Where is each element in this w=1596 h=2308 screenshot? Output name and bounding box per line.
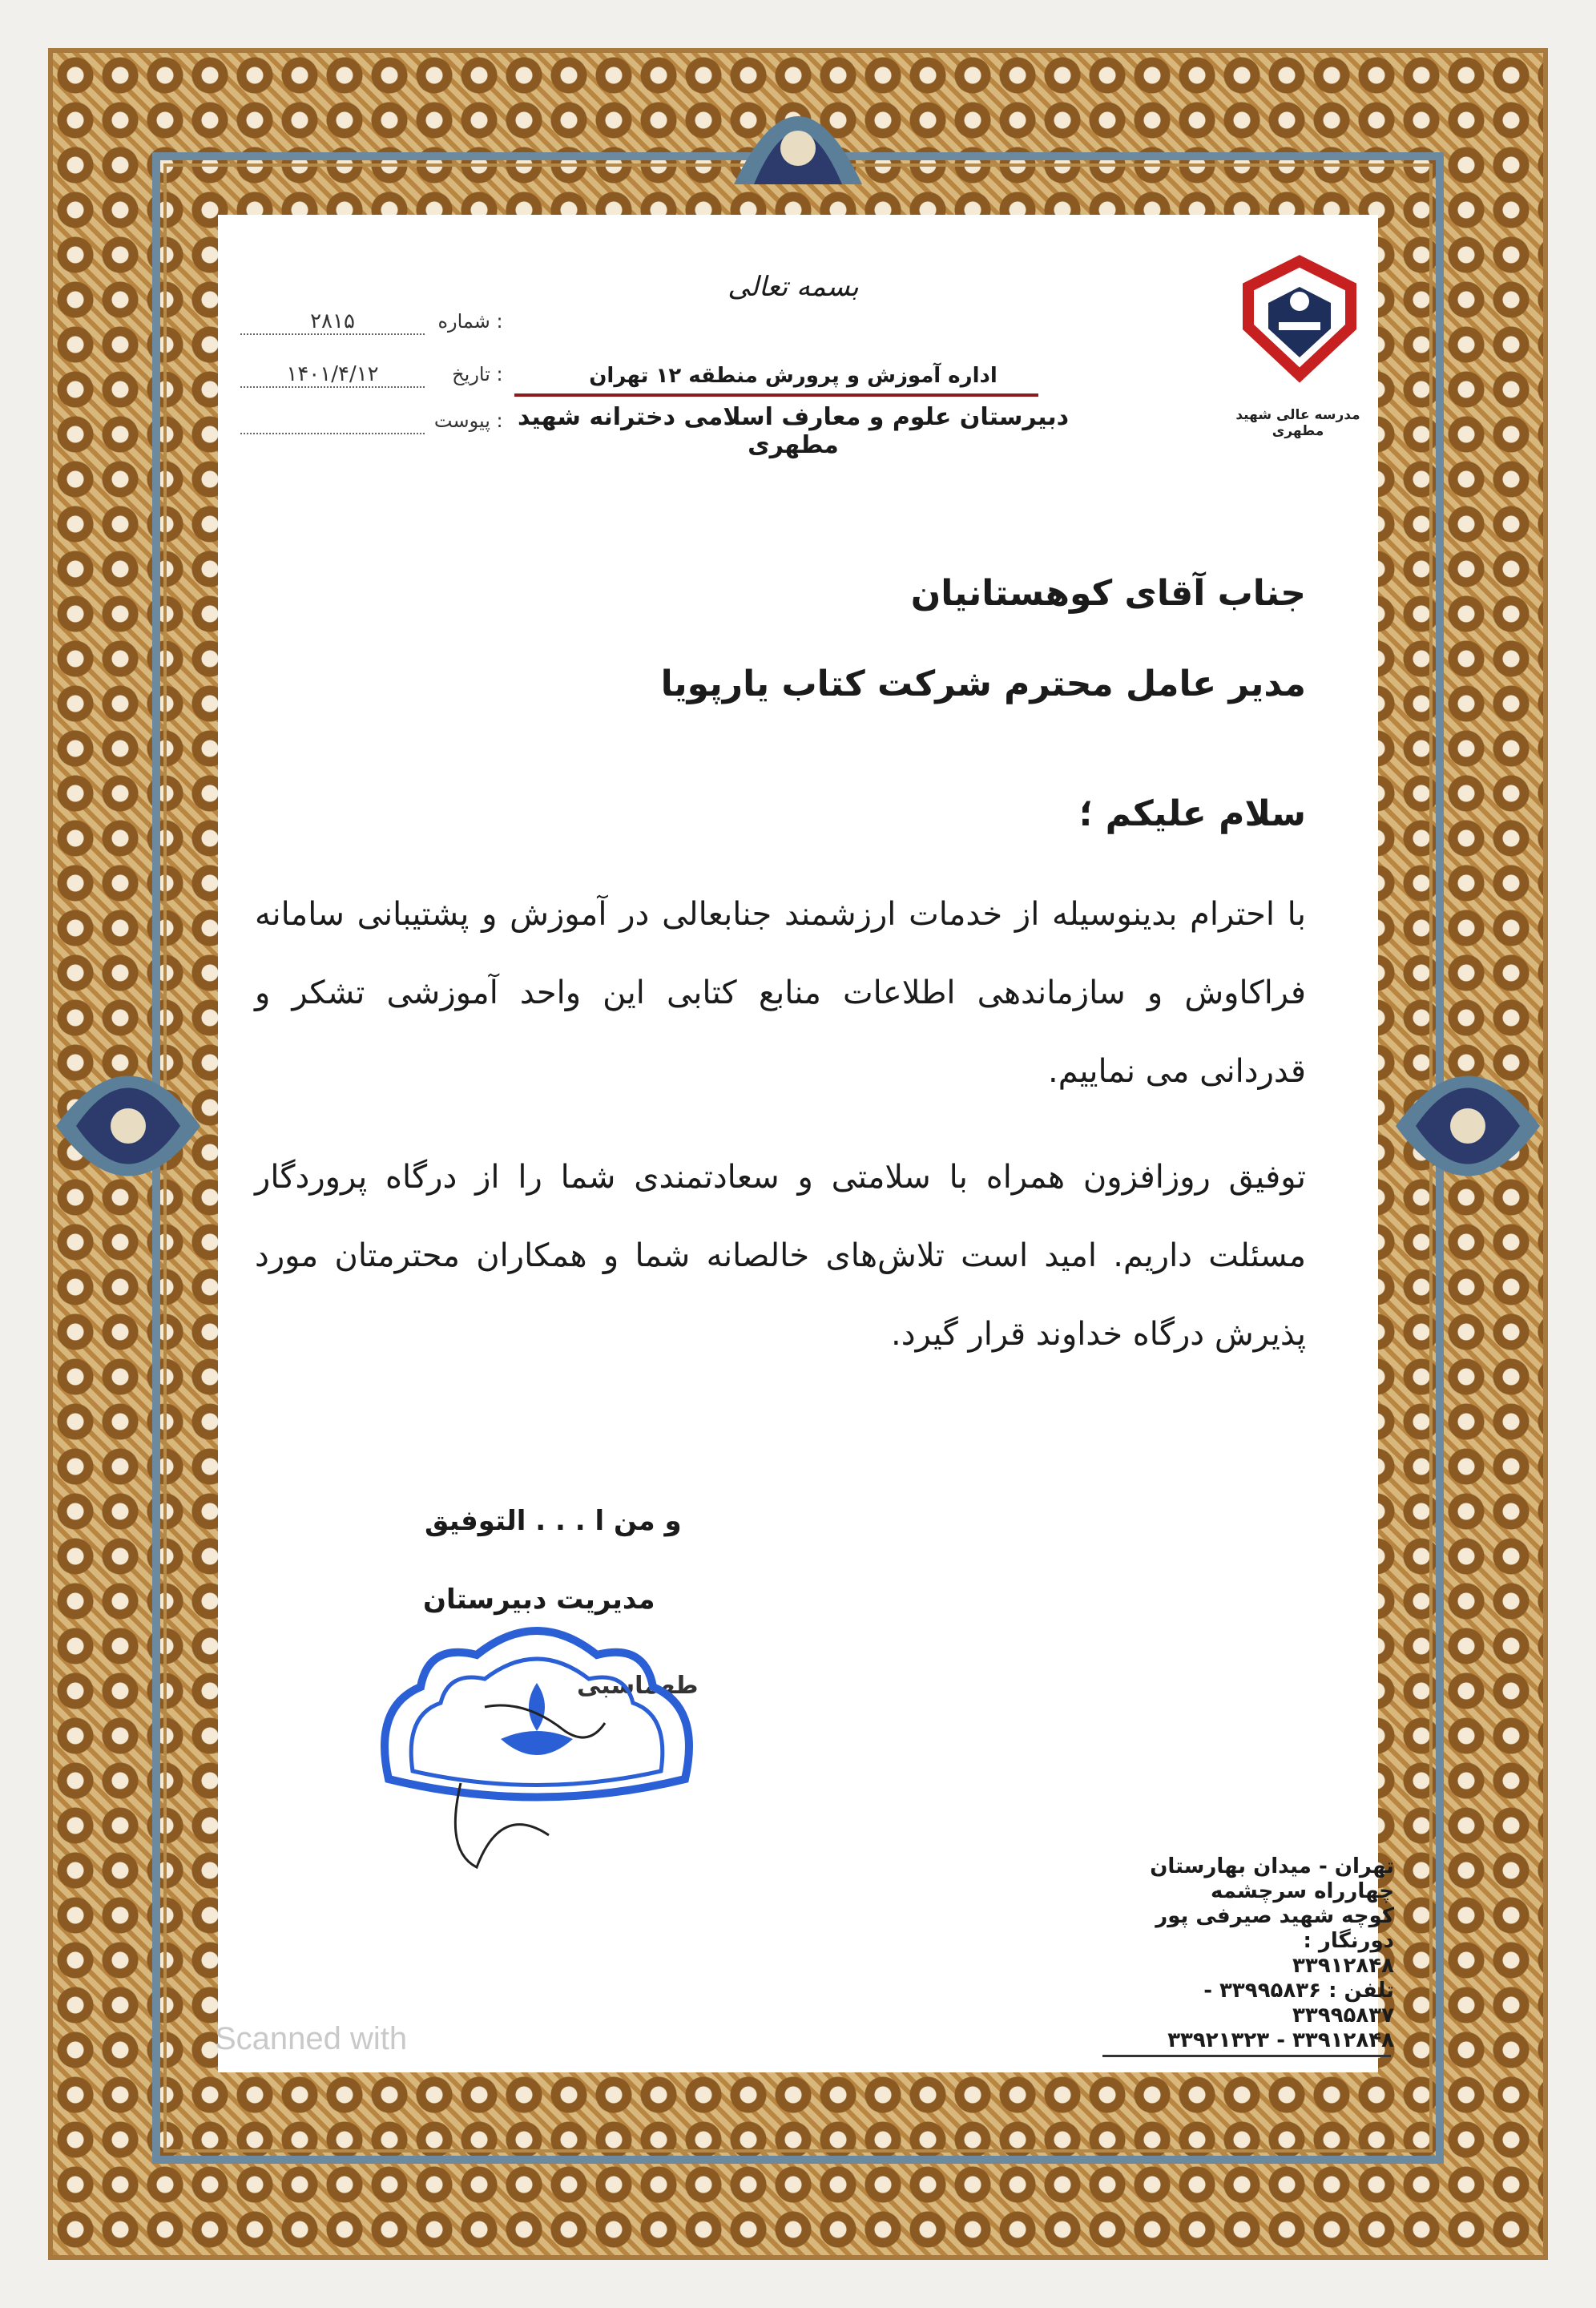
right-medallion-ornament — [1396, 1034, 1540, 1218]
address-line-2: چهارراه سرچشمه — [1210, 1879, 1394, 1903]
fax-label: دورنگار : — [1303, 1929, 1394, 1953]
school-title: دبیرستان علوم و معارف اسلامی دخترانه شهید مطهری — [518, 403, 1069, 459]
left-medallion-ornament — [56, 1034, 200, 1218]
address-block — [1098, 1854, 1394, 2053]
address-line-3: کوچه شهید صیرفی پور — [1155, 1904, 1394, 1928]
attachment-field — [240, 409, 503, 434]
date-field — [240, 362, 503, 388]
number-label: شماره : — [437, 310, 503, 333]
number-value: ۲۸۱۵ — [240, 309, 425, 335]
official-stamp — [365, 1611, 709, 1875]
signatory-title: مدیریت دبیرستان — [423, 1584, 655, 1616]
paragraph-1: با احترام بدینوسیله از خدمات ارزشمند جنابعالی در آموزش و پشتیبانی سامانه فراکاوش و سازماندهی اطلاعات منابع کتابی این واحد آموزشی تشکر و قدردانی می نماییم. — [255, 896, 1306, 1090]
greeting: سلام علیکم ؛ — [1078, 793, 1306, 834]
closing-phrase: و من ا . . . التوفیق — [425, 1505, 682, 1537]
logo-caption: مدرسه عالی شهید مطهری — [1235, 407, 1360, 439]
department-title: اداره آموزش و پرورش منطقه ۱۲ تهران — [589, 364, 998, 388]
address-line-1: تهران - میدان بهارستان — [1150, 1854, 1394, 1878]
date-label: تاریخ : — [452, 363, 503, 385]
bismillah-calligraphy: بسمه تعالی — [727, 271, 859, 303]
recipient-title: مدیر عامل محترم شرکت کتاب یارپویا — [660, 664, 1306, 704]
phone-label: تلفن : — [1328, 1979, 1394, 2003]
school-logo — [1223, 255, 1376, 383]
number-field — [240, 309, 503, 335]
phone-numbers-2: ۳۳۹۱۲۸۴۸ - ۳۳۹۲۱۳۲۳ — [1167, 2028, 1394, 2052]
phone-line-1 — [1098, 1979, 1394, 2028]
scanner-watermark: Scanned with — [215, 2021, 408, 2056]
footer-rule — [1102, 2055, 1391, 2057]
date-value: ۱۴۰۱/۴/۱۲ — [240, 362, 425, 388]
attachment-value — [240, 409, 425, 434]
top-medallion-ornament — [726, 64, 870, 184]
attachment-label: پیوست : — [433, 410, 503, 432]
fax-line — [1098, 1929, 1394, 1954]
recipient-name: جناب آقای کوهستانیان — [910, 573, 1306, 614]
signatory-name: طهماسبی — [577, 1672, 699, 1700]
header-divider — [514, 393, 1038, 397]
fax-number: ۳۳۹۱۲۸۴۸ — [1292, 1954, 1394, 1978]
paragraph-2: توفیق روزافزون همراه با سلامتی و سعادتمندی شما را از درگاه پروردگار مسئلت داریم. امید است تلاش‌های خالصانه شما و همکاران محترمتان مورد پذیرش درگاه خداوند قرار گیرد. — [255, 1159, 1306, 1353]
phone-numbers-1: ۳۳۹۹۵۸۳۶ - ۳۳۹۹۵۸۳۷ — [1203, 1979, 1394, 2028]
